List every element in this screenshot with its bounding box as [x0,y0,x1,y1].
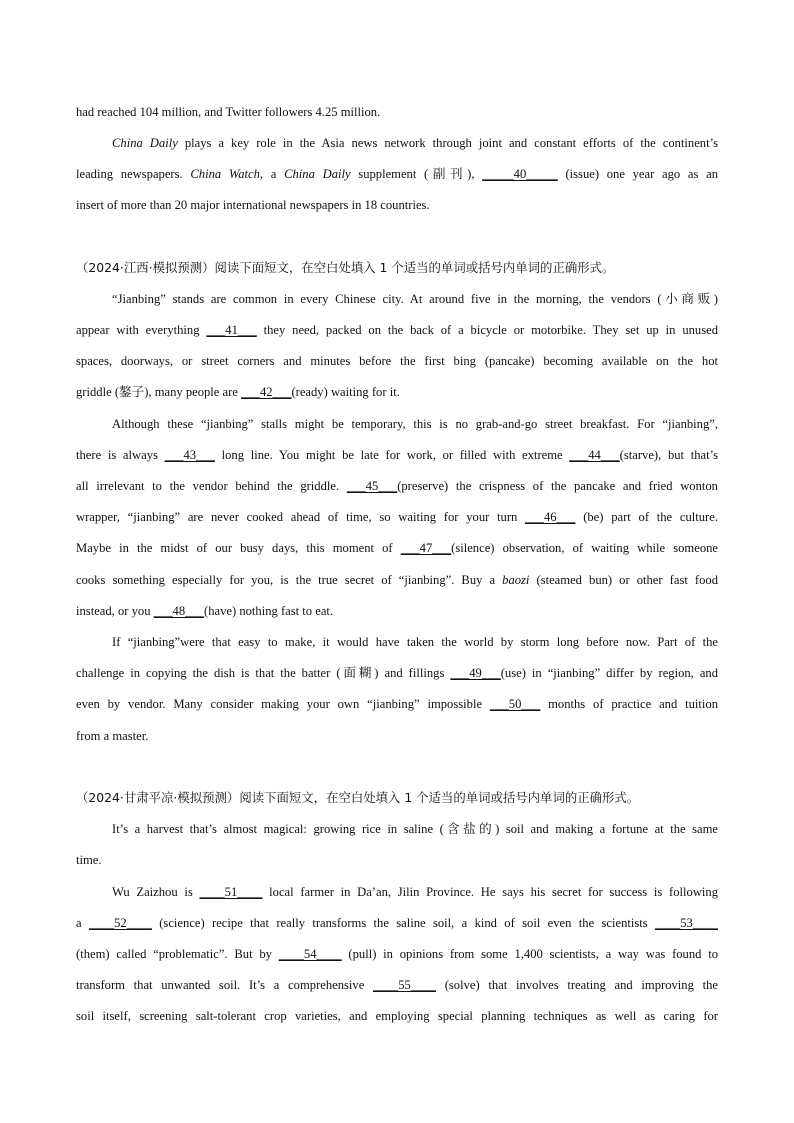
blank-40[interactable]: _____40_____ [482,167,558,181]
text-line: Although these “jianbing” stalls might be temporary, this is no grab-and-go street breakfast. For “jianbing”, [112,417,718,431]
text-line: from a master. [76,729,149,743]
text-span: cooks something especially for you, is the true secret of “jianbing”. Buy a [76,573,503,587]
blank-52[interactable]: ____52____ [88,916,152,930]
blank-54[interactable]: ____54____ [278,947,342,961]
text-line: had reached 104 million, and Twitter followers 4.25 million. [76,105,381,119]
blank-46[interactable]: ___46___ [525,510,576,524]
text-span: all irrelevant to the vendor behind the griddle. [76,479,347,493]
text-span: (use) in “jianbing” differ by region, and [500,666,718,680]
text-line: soil itself, screening salt-tolerant crop varieties, and employing special planning techniques as well as caring for [76,1009,718,1023]
text-span: transform that unwanted soil. It’s a comprehensive [76,978,374,992]
text-span: (silence) observation, of waiting while someone [451,541,718,555]
text-span: supplement (副刊), [350,167,483,181]
blank-45[interactable]: ___45___ [346,479,398,493]
text-span: plays a key role in the Asia news network through joint and constant efforts of the continent’s [177,136,718,150]
text-span: they need, packed on the back of a bicycle or motorbike. They set up in unused [256,323,718,337]
text-line [76,975,718,995]
italic-title: China Daily [112,136,178,150]
text-line [76,445,718,465]
text-line [76,476,718,496]
italic-word: baozi [502,573,530,587]
text-span: wrapper, “jianbing” are never cooked ahead of time, so waiting for your turn [76,510,526,524]
text-line [76,382,718,402]
blank-50[interactable]: ___50___ [489,697,541,711]
text-span: (have) nothing fast to eat. [204,604,334,618]
text-span: a [76,916,89,930]
text-line [76,601,718,621]
text-line [76,570,718,590]
text-line [76,164,718,184]
blank-49[interactable]: ___49___ [450,666,501,680]
text-line: spaces, doorways, or street corners and minutes before the first bing (pancake) becoming available on the hot [76,354,718,368]
text-span: , a [259,167,285,181]
text-span: (be) part of the culture. [575,510,718,524]
text-span: Maybe in the midst of our busy days, this moment of [76,541,401,555]
text-line [112,133,718,153]
text-span: (them) called “problematic”. But by [76,947,279,961]
text-span: appear with everything [76,323,207,337]
text-span: local farmer in Da’an, Jilin Province. He says his secret for success is following [262,885,718,899]
text-span: challenge in copying the dish is that the batter (面糊) and fillings [76,666,451,680]
text-span: long line. You might be late for work, or filled with extreme [214,448,570,462]
text-line: If “jianbing”were that easy to make, it would have taken the world by storm long before now. Part of the [112,635,718,649]
text-line: “Jianbing” stands are common in every Chinese city. At around five in the morning, the vendors (小商贩) [112,292,718,306]
text-line [112,882,718,902]
text-span: (science) recipe that really transforms the saline soil, a kind of soil even the scientists [151,916,656,930]
text-span: even by vendor. Many consider making your own “jianbing” impossible [76,697,490,711]
text-line [76,320,718,340]
blank-53[interactable]: ____53____ [655,916,718,930]
blank-43[interactable]: ___43___ [164,448,215,462]
blank-41[interactable]: ___41___ [206,323,257,337]
text-line [76,944,718,964]
text-span: griddle (鏊子), many people are [76,385,242,399]
blank-48[interactable]: ___48___ [153,604,205,618]
text-span: Wu Zaizhou is [112,885,200,899]
text-span: (steamed bun) or other fast food [529,573,718,587]
text-span: (issue) one year ago as an [557,167,718,181]
blank-44[interactable]: ___44___ [569,448,620,462]
text-line [76,694,718,714]
section-heading: （2024·甘肃平凉·模拟预测）阅读下面短文，在空白处填入 1 个适当的单词或括号内单词的正确形式。 [76,790,640,805]
text-span: leading newspapers. [76,167,191,181]
text-span: (starve), but that’s [619,448,718,462]
text-line [76,538,718,558]
blank-51[interactable]: ____51____ [199,885,263,899]
italic-title: China Watch [190,167,260,181]
text-span: months of practice and tuition [540,697,718,711]
blank-47[interactable]: ___47___ [400,541,452,555]
text-line [76,507,718,527]
italic-title: China Daily [284,167,351,181]
text-line: time. [76,853,102,867]
text-line [76,663,718,683]
blank-55[interactable]: ____55____ [373,978,436,992]
text-span: (preserve) the crispness of the pancake and fried wonton [397,479,718,493]
text-span: (solve) that involves treating and improving the [436,978,718,992]
section-heading: （2024·江西·模拟预测）阅读下面短文，在空白处填入 1 个适当的单词或括号内单词的正确形式。 [76,260,615,275]
text-span: there is always [76,448,165,462]
text-line: It’s a harvest that’s almost magical: growing rice in saline (含盐的) soil and making a fortune at the same [112,822,718,836]
blank-42[interactable]: ___42___ [241,385,292,399]
text-span: (pull) in opinions from some 1,400 scientists, a way was found to [341,947,718,961]
text-line [76,913,718,933]
text-span: instead, or you [76,604,154,618]
text-span: (ready) waiting for it. [291,385,400,399]
text-line: insert of more than 20 major international newspapers in 18 countries. [76,198,430,212]
